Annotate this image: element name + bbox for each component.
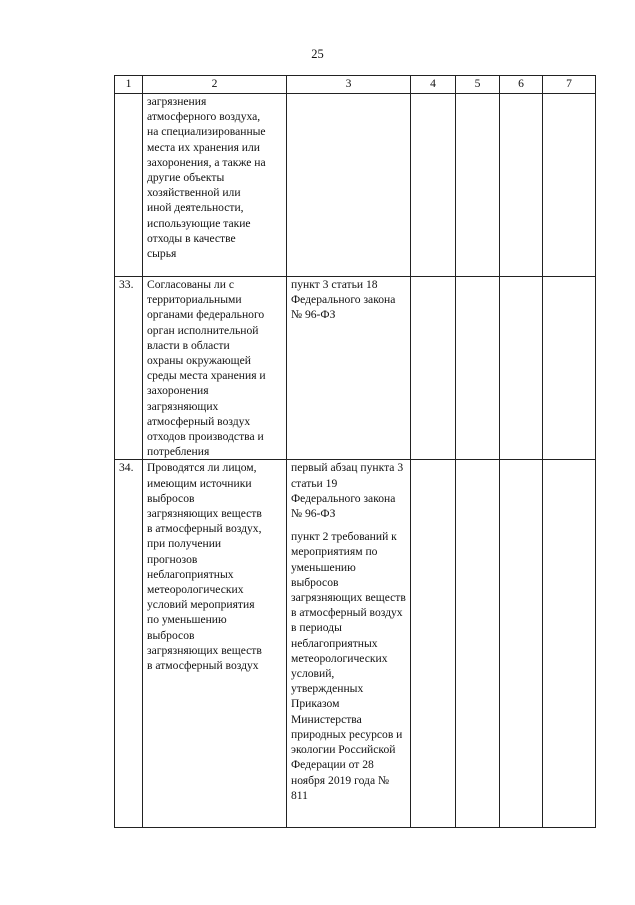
empty-cell [500, 460, 543, 828]
table-row [115, 460, 596, 828]
empty-cell [456, 277, 500, 460]
reference-cell [287, 460, 411, 828]
question-cell: Согласованы ли с территориальными органами федерального орган исполнительной власти в области охраны окружающей среды места хранения и захоронения загрязняющих атмосферный воздух отходов производства и потребления [143, 277, 287, 460]
column-header-4: 4 [411, 76, 456, 94]
reference-order: пункт 2 требований к мероприятиям по уменьшению выбросов загрязняющих веществ в атмосферный воздух в периоды неблагоприятных метеорологических условий, утвержденных Приказом Министерства природных ресурсов и экологии Российской Федерации от 28 ноября 2019 года № 811 [291, 530, 406, 802]
column-header-1: 1 [115, 76, 143, 94]
checklist-table [114, 75, 596, 828]
empty-cell [500, 277, 543, 460]
empty-cell [411, 460, 456, 828]
column-header-5: 5 [456, 76, 500, 94]
reference-cell [287, 94, 411, 277]
empty-cell [500, 94, 543, 277]
question-cell: загрязнения атмосферного воздуха, на специализированные места их хранения или захоронения, а также на другие объекты хозяйственной или иной деятельности, использующие такие отходы в качестве сырья [143, 94, 287, 277]
column-header-3: 3 [287, 76, 411, 94]
empty-cell [456, 94, 500, 277]
question-cell: Проводятся ли лицом, имеющим источники выбросов загрязняющих веществ в атмосферный воздух, при получении прогнозов неблагоприятных метеорологических условий мероприятия по уменьшению выбросов загрязняющих веществ в атмосферный воздух [143, 460, 287, 828]
header-row [115, 76, 596, 94]
column-header-7: 7 [543, 76, 596, 94]
table-row [115, 94, 596, 277]
empty-cell [543, 94, 596, 277]
page-number: 25 [311, 47, 324, 61]
empty-cell [543, 460, 596, 828]
column-header-6: 6 [500, 76, 543, 94]
row-number: 34. [115, 460, 143, 828]
row-number: 33. [115, 277, 143, 460]
row-number [115, 94, 143, 277]
empty-cell [456, 460, 500, 828]
empty-cell [543, 277, 596, 460]
table-row [115, 277, 596, 460]
empty-cell [411, 94, 456, 277]
reference-cell: пункт 3 статьи 18 Федерального закона № 96-ФЗ [287, 277, 411, 460]
reference-law: первый абзац пункта 3 статьи 19 Федерального закона № 96-ФЗ [291, 461, 404, 521]
empty-cell [411, 277, 456, 460]
column-header-2: 2 [143, 76, 287, 94]
